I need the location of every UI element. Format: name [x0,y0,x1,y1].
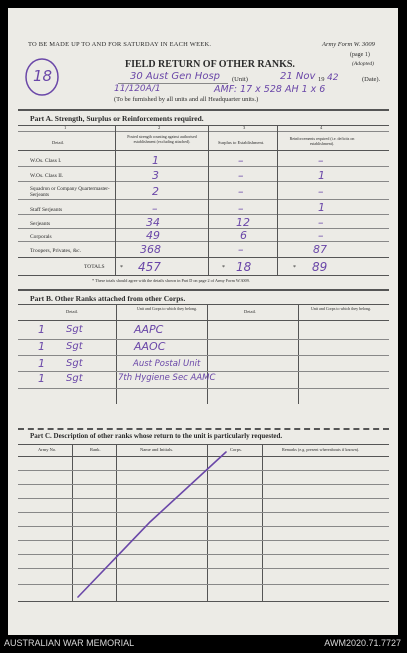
date-label: (Date). [362,76,381,83]
part-b-header-detail-2: Detail. [244,309,257,314]
totals-asterisk: * [293,265,296,271]
row-reinforcements: 87 [313,243,327,256]
part-a-footnote: * These totals should agree with the details shown in Part D on page 2 of Army Form W.3009. [92,278,250,283]
header-detail: Detail. [52,140,65,145]
header-posted: Posted strength counting against authorised establishment (excluding attached). [127,134,197,144]
year-prefix: 19 [318,76,325,83]
footer-source: AUSTRALIAN WAR MEMORIAL [4,638,135,648]
part-c-title: Part C. Description of other ranks whose return to the unit is particularly requested. [30,432,283,440]
part-a-title: Part A. Strength, Surplus or Reinforcements required. [30,114,204,123]
year-value: 42 [327,73,339,83]
row-posted: 34 [146,216,160,229]
attached-count: 1 [38,323,45,336]
attached-unit: Aust Postal Unit [133,359,201,369]
attached-count: 1 [38,340,45,353]
attached-unit: AAOC [134,340,166,353]
attached-unit: AAPC [134,323,164,336]
row-surplus: – [238,185,244,198]
part-c-header-name: Name and Initials. [140,447,174,452]
date-value: 21 Nov [280,71,316,82]
total-reinforcements: 89 [312,260,328,274]
attached-rank: Sgt [66,341,83,352]
row-detail: Corporals [30,234,52,240]
part-b-header-unit-2: Unit and Corps to which they belong. [310,306,372,311]
row-posted: 3 [152,169,159,182]
row-detail: W.Os. Class I. [30,158,62,164]
row-surplus: – [238,243,244,256]
row-posted: 368 [140,243,161,256]
attached-rank: Sgt [66,324,83,335]
row-detail: W.Os. Class II. [30,173,64,179]
row-reinforcements: – [318,229,324,242]
part-c-header-rank: Rank. [90,447,101,452]
row-posted: – [152,202,158,215]
unit-name: 30 Aust Gen Hosp [130,71,221,82]
row-surplus: – [238,202,244,215]
row-reinforcements: 1 [318,169,325,182]
row-surplus: – [238,154,244,167]
row-surplus: 12 [236,216,250,229]
row-detail: Staff Serjeants [30,207,63,213]
part-c-header-corps: Corps. [230,447,242,452]
attached-count: 1 [38,357,45,370]
row-reinforcements: – [318,216,324,229]
form-number: Army Form W. 3009 [322,41,375,48]
furnished-note: (To be furnished by all units and all Headquarter units.) [114,96,259,103]
form-title: FIELD RETURN OF OTHER RANKS. [125,59,295,70]
row-posted: 1 [152,154,159,167]
part-b-header-detail: Detail. [66,309,79,314]
attached-count: 1 [38,372,45,385]
row-reinforcements: – [318,154,324,167]
part-c-header-army-no: Army No. [38,447,57,452]
part-b-header-unit: Unit and Corps to which they belong. [136,306,198,311]
total-posted: 457 [138,260,161,274]
col-number-1: 1 [64,125,67,130]
amf-reference: AMF: 17 x 528 AH 1 x 6 [214,84,326,95]
circled-number: 18 [33,67,53,85]
row-detail: Serjeants [30,221,51,227]
row-posted: 49 [146,229,160,242]
attached-rank: Sgt [66,373,83,384]
attached-rank: Sgt [66,358,83,369]
row-reinforcements: – [318,185,324,198]
row-reinforcements: 1 [318,201,325,214]
totals-asterisk: * [120,265,123,271]
form-instruction: TO BE MADE UP TO AND FOR SATURDAY IN EACH WEEK. [28,41,212,48]
attached-unit: 7th Hygiene Sec AAMC [118,373,216,383]
col-number-4: 4 [320,125,323,130]
page-label: (page 1) [350,52,370,58]
row-surplus: 6 [240,229,247,242]
row-detail: Squadron or Company Quartermaster-Serjeants [30,186,110,199]
col-number-3: 3 [243,125,246,130]
footer-accession-number: AWM2020.71.7727 [324,638,401,648]
header-surplus: Surplus to Establishment. [218,140,265,145]
part-c-header-remarks: Remarks (e.g. present whereabouts if known). [282,447,360,452]
total-surplus: 18 [236,260,252,274]
reference-number: 11/120A/1 [114,84,161,94]
part-b-title: Part B. Other Ranks attached from other Corps. [30,294,186,303]
row-detail: Troopers, Privates, &c. [30,248,81,254]
header-reinforcements: Reinforcements required (i.e. deficits on establishment). [289,136,355,146]
totals-label: TOTALS [84,264,105,270]
totals-asterisk: * [222,265,225,271]
adopted-label: (Adopted) [352,61,374,67]
unit-label: (Unit) [232,76,248,83]
row-surplus: – [238,169,244,182]
col-number-2: 2 [158,125,161,130]
row-posted: 2 [152,185,159,198]
